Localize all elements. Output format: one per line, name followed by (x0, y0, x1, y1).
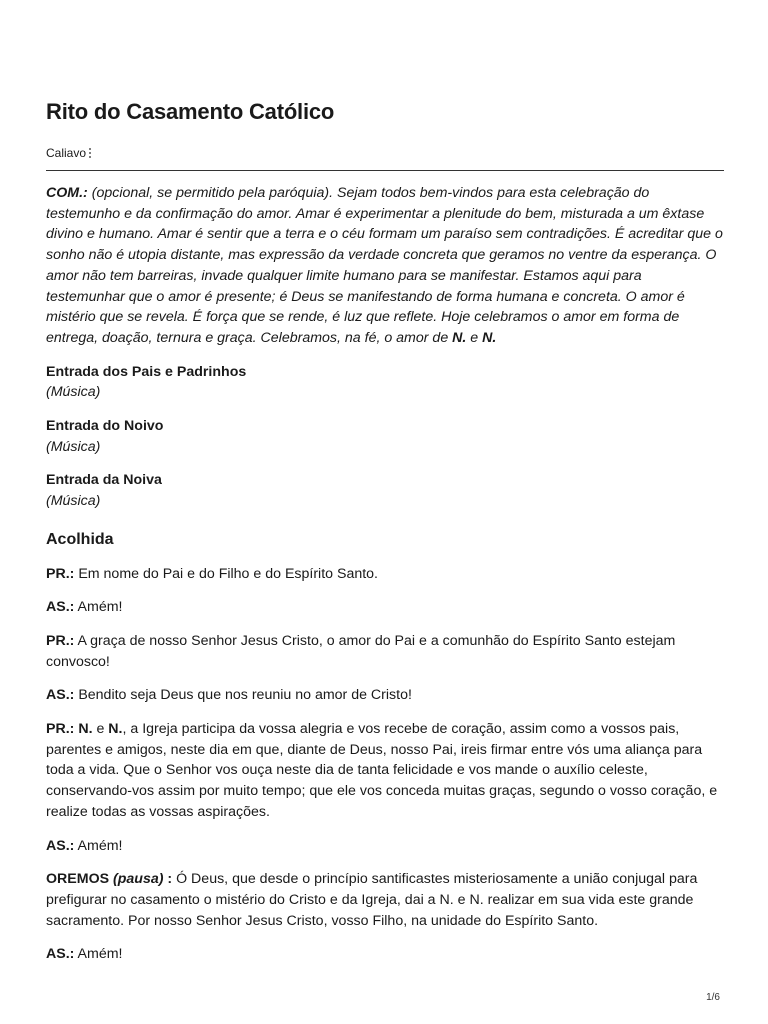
intro-paragraph (46, 183, 724, 349)
speaker-label: AS.: (46, 946, 75, 963)
entry-block (46, 362, 724, 403)
dialog-text: Amém! (74, 599, 123, 616)
joiner-text: e (466, 329, 483, 346)
dialog-text: A graça de nosso Senhor Jesus Cristo, o amor do Pai e a comunhão do Espírito Santo estejam convosco! (46, 632, 676, 670)
dialog-text: Em nome do Pai e do Filho e do Espírito Santo. (74, 565, 378, 582)
intro-text: (opcional, se permitido pela paróquia). Sejam todos bem-vindos para esta celebração do testemunho e da confirmação do amor. Amar é experimentar a plenitude do bem, misturada a um êxtase divino e humano. Amar é sentir que a terra e o céu formam um paraíso sem contradições. É acreditar que o sonho não é utopia distante, mas expressão da verdade concreta que geramos no ventre da esperança. O amor não tem barreiras, invade qualquer limite humano para se manifestar. Estamos aqui para testemunhar que o amor é presente; é Deus se manifestando de forma humana e concreta. O amor é mistério que se revela. É força que se rende, é luz que reflete. Hoje celebramos o amor em forma de entrega, doação, ternura e graça. Celebramos, na fé, o amor de (46, 185, 723, 346)
speaker-label: PR.: (46, 565, 75, 582)
entry-heading: Entrada do Noivo (46, 418, 164, 435)
name-placeholder: N. (74, 721, 93, 738)
joiner-text: e (92, 721, 109, 738)
dialog-line (46, 869, 724, 931)
speaker-label: AS.: (46, 837, 75, 854)
vertical-ellipsis-icon[interactable] (89, 146, 95, 160)
speaker-label: AS.: (46, 599, 75, 616)
dialog-line (46, 685, 724, 706)
name-placeholder: N. (452, 329, 467, 346)
pause-note: (pausa) (113, 871, 164, 888)
document-body (46, 183, 724, 978)
section-heading-acolhida: Acolhida (46, 530, 114, 548)
author-name[interactable]: Caliavo (46, 146, 87, 160)
colon-mark: : (163, 871, 173, 888)
entry-note: (Música) (46, 438, 101, 455)
document-title: Rito do Casamento Católico (46, 99, 335, 124)
dialog-text: Amém! (74, 837, 123, 854)
speaker-label: AS.: (46, 687, 75, 704)
entry-heading: Entrada dos Pais e Padrinhos (46, 363, 247, 380)
entry-note: (Música) (46, 493, 101, 510)
speaker-label: PR.: (46, 632, 75, 649)
dialog-line (46, 836, 724, 857)
speaker-label: PR.: (46, 721, 75, 738)
name-placeholder: N. (108, 721, 123, 738)
speaker-label: COM.: (46, 185, 88, 201)
dialog-text: Amém! (74, 946, 123, 963)
name-placeholder: N. (482, 329, 497, 346)
dialog-line (46, 597, 724, 618)
dialog-text: Ó Deus, que desde o princípio santificastes misteriosamente a união conjugal para prefigurar no casamento o mistério do Cristo e da Igreja, dai a N. e N. realizar em sua vida este grande sacramento. Por nosso Senhor Jesus Cristo, vosso Filho, na unidade do Espírito Santo. (46, 871, 698, 929)
dialog-text: , a Igreja participa da vossa alegria e vos recebe de coração, assim como a vossos pais, parentes e amigos, neste dia em que, diante de Deus, nosso Pai, ireis firmar entre vós uma aliança para toda a vida. Que o Senhor vos ouça neste dia de tanta felicidade e vos mande o auxílio celeste, conservando-vos assim por muito tempo; que ele vos conceda muitas graças, segundo o vosso coração, e realize todas as vossas aspirações. (46, 721, 718, 820)
dialog-text: Bendito seja Deus que nos reuniu no amor de Cristo! (74, 687, 412, 704)
dialog-line (46, 944, 724, 965)
entry-note: (Música) (46, 384, 101, 401)
page-number: 1/6 (706, 992, 720, 1003)
speaker-label: OREMOS (46, 871, 110, 888)
dialog-line (46, 631, 724, 672)
entry-block (46, 470, 724, 511)
author-row (46, 146, 95, 160)
divider (46, 170, 724, 171)
dialog-line (46, 564, 724, 585)
dialog-line (46, 719, 724, 823)
entry-heading: Entrada da Noiva (46, 472, 162, 489)
entry-block (46, 416, 724, 457)
